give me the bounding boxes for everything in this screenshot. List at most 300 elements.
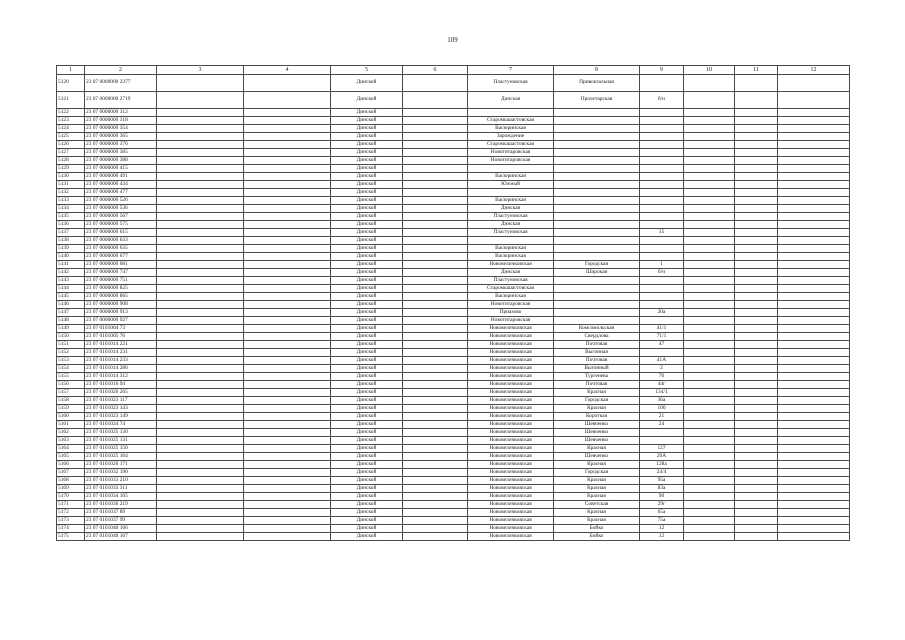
empty-cell — [403, 309, 468, 317]
settlement-cell: Пластуновская — [468, 213, 554, 221]
empty-cell — [778, 189, 850, 197]
empty-cell — [735, 301, 778, 309]
empty-cell — [684, 413, 735, 421]
table-row — [57, 269, 850, 277]
street-cell: Тургенева — [554, 373, 640, 381]
district-cell: Динской — [331, 373, 403, 381]
street-cell: Городская — [554, 397, 640, 405]
empty-cell — [244, 213, 331, 221]
empty-cell — [778, 261, 850, 269]
street-cell — [554, 173, 640, 181]
district-cell: Динской — [331, 469, 403, 477]
street-cell: Красная — [554, 509, 640, 517]
empty-cell — [684, 293, 735, 301]
empty-cell — [244, 189, 331, 197]
district-cell: Динской — [331, 181, 403, 189]
house-number-cell — [640, 221, 684, 229]
table-row — [57, 253, 850, 261]
street-cell: Городская — [554, 261, 640, 269]
row-number-cell: 5126 — [57, 141, 85, 149]
empty-cell — [403, 493, 468, 501]
district-cell: Динской — [331, 461, 403, 469]
empty-cell — [778, 429, 850, 437]
empty-cell — [684, 325, 735, 333]
row-number-cell: 5163 — [57, 437, 85, 445]
empty-cell — [735, 157, 778, 165]
district-cell: Динской — [331, 197, 403, 205]
settlement-cell: Нововеличковская — [468, 397, 554, 405]
district-cell: Динской — [331, 173, 403, 181]
empty-cell — [403, 165, 468, 173]
empty-cell — [684, 173, 735, 181]
table-row — [57, 157, 850, 165]
empty-cell — [244, 517, 331, 525]
empty-cell — [403, 293, 468, 301]
empty-cell — [778, 493, 850, 501]
cadastral-number-cell: 23 07 0101037 89 — [85, 509, 157, 517]
empty-cell — [157, 517, 244, 525]
cadastral-number-cell: 23 07 0101025 164 — [85, 453, 157, 461]
empty-cell — [778, 317, 850, 325]
empty-cell — [778, 125, 850, 133]
street-cell — [554, 181, 640, 189]
settlement-cell: Нововеличковская — [468, 429, 554, 437]
empty-cell — [157, 117, 244, 125]
empty-cell — [157, 75, 244, 92]
street-cell: Шевченко — [554, 437, 640, 445]
street-cell: Городская — [554, 469, 640, 477]
street-cell: Короткая — [554, 413, 640, 421]
empty-cell — [244, 405, 331, 413]
empty-cell — [735, 237, 778, 245]
page-number: 109 — [447, 36, 458, 44]
table-row — [57, 485, 850, 493]
street-cell — [554, 221, 640, 229]
empty-cell — [684, 92, 735, 109]
empty-cell — [244, 133, 331, 141]
settlement-cell: Нововеличковская — [468, 477, 554, 485]
empty-cell — [684, 453, 735, 461]
house-number-cell: 29г — [640, 501, 684, 509]
empty-cell — [735, 75, 778, 92]
row-number-cell: 5153 — [57, 357, 85, 365]
empty-cell — [778, 477, 850, 485]
empty-cell — [244, 197, 331, 205]
row-number-cell: 5164 — [57, 445, 85, 453]
empty-cell — [403, 317, 468, 325]
empty-cell — [244, 357, 331, 365]
settlement-cell: Нововеличковская — [468, 389, 554, 397]
empty-cell — [735, 253, 778, 261]
row-number-cell: 5130 — [57, 173, 85, 181]
empty-cell — [735, 341, 778, 349]
cadastral-number-cell: 23 07 0101032 190 — [85, 469, 157, 477]
settlement-cell: Пластуновская — [468, 75, 554, 92]
empty-cell — [403, 533, 468, 541]
empty-cell — [735, 405, 778, 413]
empty-cell — [403, 181, 468, 189]
empty-cell — [244, 221, 331, 229]
house-number-cell: 12 — [640, 533, 684, 541]
empty-cell — [157, 509, 244, 517]
empty-cell — [778, 325, 850, 333]
empty-cell — [244, 229, 331, 237]
empty-cell — [403, 397, 468, 405]
settlement-cell: Старомышастовская — [468, 117, 554, 125]
empty-cell — [684, 517, 735, 525]
street-cell — [554, 117, 640, 125]
table-row — [57, 437, 850, 445]
empty-cell — [735, 413, 778, 421]
empty-cell — [403, 92, 468, 109]
cadastral-number-cell: 23 07 0000000 2719 — [85, 92, 157, 109]
empty-cell — [778, 205, 850, 213]
street-cell: Бойко — [554, 533, 640, 541]
empty-cell — [778, 333, 850, 341]
empty-cell — [244, 509, 331, 517]
empty-cell — [403, 509, 468, 517]
empty-cell — [735, 277, 778, 285]
empty-cell — [684, 493, 735, 501]
empty-cell — [735, 325, 778, 333]
settlement-cell: Нововеличковская — [468, 349, 554, 357]
empty-cell — [684, 405, 735, 413]
column-header: 9 — [640, 66, 684, 75]
cadastral-number-cell: 23 07 0101005 76 — [85, 333, 157, 341]
empty-cell — [244, 92, 331, 109]
row-number-cell: 5147 — [57, 309, 85, 317]
empty-cell — [244, 173, 331, 181]
table-row — [57, 109, 850, 117]
settlement-cell — [468, 109, 554, 117]
cadastral-number-cell: 23 07 0101040 166 — [85, 525, 157, 533]
empty-cell — [684, 309, 735, 317]
empty-cell — [778, 413, 850, 421]
house-number-cell: 76 — [640, 373, 684, 381]
house-number-cell — [640, 301, 684, 309]
district-cell: Динской — [331, 269, 403, 277]
empty-cell — [403, 349, 468, 357]
house-number-cell — [640, 213, 684, 221]
empty-cell — [735, 213, 778, 221]
house-number-cell — [640, 157, 684, 165]
cadastral-number-cell: 23 07 0101024 74 — [85, 421, 157, 429]
house-number-cell — [640, 285, 684, 293]
empty-cell — [735, 245, 778, 253]
empty-cell — [735, 309, 778, 317]
street-cell — [554, 245, 640, 253]
empty-cell — [244, 349, 331, 357]
house-number-cell: б/н — [640, 92, 684, 109]
street-cell: Широкая — [554, 269, 640, 277]
row-number-cell: 5120 — [57, 75, 85, 92]
empty-cell — [735, 229, 778, 237]
row-number-cell: 5150 — [57, 333, 85, 341]
empty-cell — [403, 477, 468, 485]
table-row — [57, 245, 850, 253]
table-row — [57, 445, 850, 453]
house-number-cell: 83а — [640, 485, 684, 493]
row-number-cell: 5168 — [57, 477, 85, 485]
settlement-cell: Динская — [468, 269, 554, 277]
table-row — [57, 333, 850, 341]
empty-cell — [778, 149, 850, 157]
column-header: 3 — [157, 66, 244, 75]
empty-cell — [684, 317, 735, 325]
house-number-cell: 24/4 — [640, 469, 684, 477]
row-number-cell: 5166 — [57, 461, 85, 469]
empty-cell — [157, 301, 244, 309]
empty-cell — [684, 485, 735, 493]
street-cell — [554, 285, 640, 293]
empty-cell — [403, 261, 468, 269]
column-header: 8 — [554, 66, 640, 75]
street-cell: Советская — [554, 501, 640, 509]
empty-cell — [778, 389, 850, 397]
cadastral-number-cell: 23 07 0000000 913 — [85, 309, 157, 317]
street-cell: Привокзальная — [554, 75, 640, 92]
settlement-cell: Васюринская — [468, 293, 554, 301]
table-row — [57, 317, 850, 325]
district-cell: Динской — [331, 309, 403, 317]
cadastral-number-cell: 23 07 0000000 747 — [85, 269, 157, 277]
cadastral-number-cell: 23 07 0000000 312 — [85, 109, 157, 117]
cadastral-number-cell: 23 07 0101036 219 — [85, 501, 157, 509]
district-cell: Динской — [331, 325, 403, 333]
district-cell: Динской — [331, 341, 403, 349]
empty-cell — [157, 477, 244, 485]
street-cell — [554, 253, 640, 261]
house-number-cell: 127 — [640, 445, 684, 453]
empty-cell — [684, 277, 735, 285]
empty-cell — [157, 421, 244, 429]
district-cell: Динской — [331, 509, 403, 517]
empty-cell — [157, 205, 244, 213]
house-number-cell: 100 — [640, 405, 684, 413]
settlement-cell: Приазово — [468, 309, 554, 317]
empty-cell — [778, 461, 850, 469]
empty-cell — [684, 125, 735, 133]
house-number-cell: 47 — [640, 341, 684, 349]
settlement-cell: Васюринская — [468, 125, 554, 133]
house-number-cell — [640, 173, 684, 181]
house-number-cell — [640, 277, 684, 285]
house-number-cell — [640, 117, 684, 125]
cadastral-number-cell: 23 07 0000000 385 — [85, 149, 157, 157]
district-cell: Динской — [331, 317, 403, 325]
cadastral-number-cell: 23 07 0000000 2377 — [85, 75, 157, 92]
empty-cell — [778, 381, 850, 389]
empty-cell — [244, 437, 331, 445]
row-number-cell: 5131 — [57, 181, 85, 189]
district-cell: Динской — [331, 75, 403, 92]
house-number-cell: 36а — [640, 397, 684, 405]
empty-cell — [157, 197, 244, 205]
district-cell: Динской — [331, 285, 403, 293]
settlement-cell: Нововеличковская — [468, 261, 554, 269]
empty-cell — [157, 485, 244, 493]
table-row — [57, 453, 850, 461]
empty-cell — [157, 413, 244, 421]
empty-cell — [403, 213, 468, 221]
empty-cell — [244, 253, 331, 261]
settlement-cell: Нововеличковская — [468, 445, 554, 453]
empty-cell — [778, 92, 850, 109]
row-number-cell: 5158 — [57, 397, 85, 405]
empty-cell — [157, 173, 244, 181]
empty-cell — [244, 309, 331, 317]
column-number-row — [57, 66, 850, 75]
district-cell: Динской — [331, 245, 403, 253]
row-number-cell: 5169 — [57, 485, 85, 493]
empty-cell — [157, 349, 244, 357]
row-number-cell: 5141 — [57, 261, 85, 269]
empty-cell — [403, 149, 468, 157]
empty-cell — [778, 75, 850, 92]
settlement-cell: Нововеличковская — [468, 333, 554, 341]
empty-cell — [778, 173, 850, 181]
house-number-cell — [640, 253, 684, 261]
row-number-cell: 5155 — [57, 373, 85, 381]
street-cell: Красная — [554, 389, 640, 397]
row-number-cell: 5135 — [57, 213, 85, 221]
row-number-cell: 5125 — [57, 133, 85, 141]
table-row — [57, 205, 850, 213]
empty-cell — [244, 429, 331, 437]
empty-cell — [684, 525, 735, 533]
empty-cell — [403, 461, 468, 469]
empty-cell — [157, 293, 244, 301]
empty-cell — [684, 245, 735, 253]
district-cell: Динской — [331, 133, 403, 141]
empty-cell — [778, 405, 850, 413]
empty-cell — [735, 141, 778, 149]
house-number-cell — [640, 165, 684, 173]
house-number-cell: 2 — [640, 365, 684, 373]
empty-cell — [735, 365, 778, 373]
empty-cell — [684, 205, 735, 213]
settlement-cell: Нововеличковская — [468, 413, 554, 421]
settlement-cell — [468, 165, 554, 173]
empty-cell — [157, 309, 244, 317]
street-cell: Красная — [554, 485, 640, 493]
table-row — [57, 461, 850, 469]
empty-cell — [778, 469, 850, 477]
column-header: 11 — [735, 66, 778, 75]
district-cell: Динской — [331, 141, 403, 149]
empty-cell — [735, 293, 778, 301]
district-cell: Динской — [331, 429, 403, 437]
empty-cell — [735, 517, 778, 525]
empty-cell — [157, 189, 244, 197]
empty-cell — [403, 301, 468, 309]
street-cell: Красная — [554, 517, 640, 525]
district-cell: Динской — [331, 165, 403, 173]
settlement-cell: Новотитаровская — [468, 149, 554, 157]
cadastral-number-cell: 23 07 0101025 131 — [85, 437, 157, 445]
row-number-cell: 5128 — [57, 157, 85, 165]
empty-cell — [157, 109, 244, 117]
table-body — [57, 75, 850, 541]
empty-cell — [778, 157, 850, 165]
empty-cell — [244, 245, 331, 253]
house-number-cell: 44г — [640, 381, 684, 389]
cadastral-number-cell: 23 07 0000000 635 — [85, 245, 157, 253]
house-number-cell — [640, 141, 684, 149]
empty-cell — [403, 485, 468, 493]
table-row — [57, 405, 850, 413]
empty-cell — [684, 341, 735, 349]
settlement-cell: Пластуновская — [468, 277, 554, 285]
empty-cell — [684, 397, 735, 405]
empty-cell — [684, 389, 735, 397]
empty-cell — [244, 277, 331, 285]
empty-cell — [157, 92, 244, 109]
settlement-cell: Васюринская — [468, 173, 554, 181]
street-cell — [554, 229, 640, 237]
district-cell: Динской — [331, 485, 403, 493]
empty-cell — [778, 221, 850, 229]
cadastral-number-cell: 23 07 0101004 73 — [85, 325, 157, 333]
empty-cell — [684, 165, 735, 173]
house-number-cell: 134/1 — [640, 389, 684, 397]
cadastral-number-cell: 23 07 0000000 865 — [85, 293, 157, 301]
district-cell: Динской — [331, 533, 403, 541]
empty-cell — [244, 469, 331, 477]
settlement-cell: Старомышастовская — [468, 141, 554, 149]
settlement-cell: Васюринская — [468, 245, 554, 253]
empty-cell — [244, 157, 331, 165]
street-cell — [554, 157, 640, 165]
house-number-cell — [640, 189, 684, 197]
cadastral-number-cell: 23 07 0101023 117 — [85, 397, 157, 405]
empty-cell — [684, 261, 735, 269]
empty-cell — [735, 381, 778, 389]
empty-cell — [684, 469, 735, 477]
empty-cell — [157, 277, 244, 285]
district-cell: Динской — [331, 92, 403, 109]
empty-cell — [778, 141, 850, 149]
table-row — [57, 75, 850, 92]
empty-cell — [735, 349, 778, 357]
empty-cell — [403, 365, 468, 373]
empty-cell — [778, 485, 850, 493]
row-number-cell: 5122 — [57, 109, 85, 117]
empty-cell — [735, 181, 778, 189]
empty-cell — [403, 333, 468, 341]
empty-cell — [735, 205, 778, 213]
empty-cell — [778, 253, 850, 261]
empty-cell — [684, 75, 735, 92]
house-number-cell: 65а — [640, 509, 684, 517]
empty-cell — [157, 397, 244, 405]
empty-cell — [735, 357, 778, 365]
empty-cell — [403, 157, 468, 165]
street-cell — [554, 309, 640, 317]
row-number-cell: 5165 — [57, 453, 85, 461]
house-number-cell: 41/1 — [640, 325, 684, 333]
empty-cell — [403, 277, 468, 285]
empty-cell — [735, 397, 778, 405]
street-cell — [554, 301, 640, 309]
empty-cell — [244, 317, 331, 325]
cadastral-number-cell: 23 07 0101023 149 — [85, 413, 157, 421]
settlement-cell: Нововеличковская — [468, 493, 554, 501]
district-cell: Динской — [331, 189, 403, 197]
empty-cell — [778, 237, 850, 245]
cadastral-number-cell: 23 07 0000000 354 — [85, 125, 157, 133]
empty-cell — [778, 181, 850, 189]
